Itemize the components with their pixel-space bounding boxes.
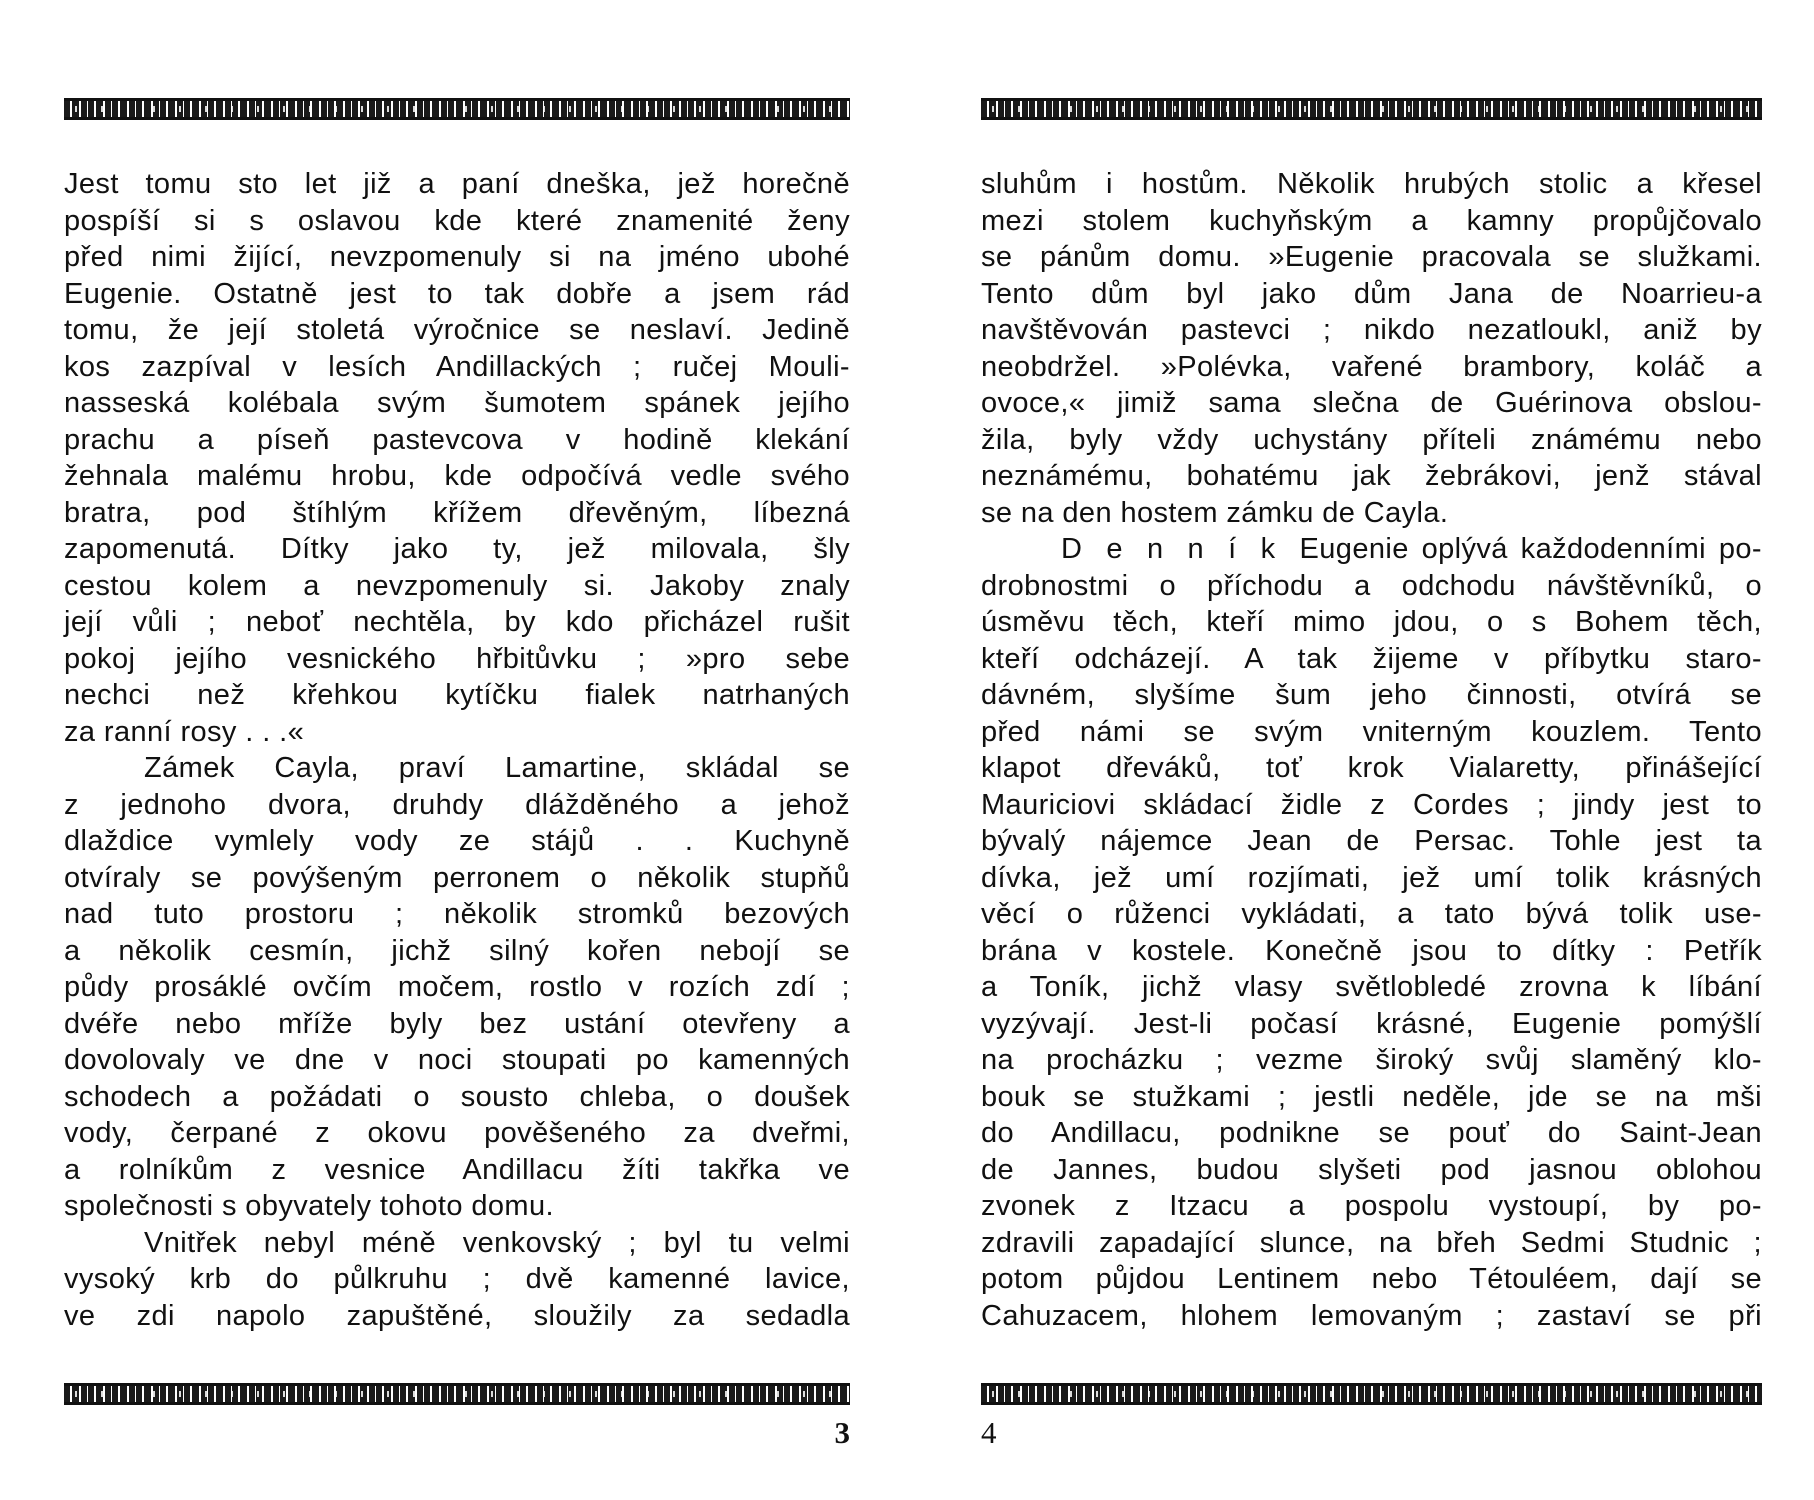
text-line: dávném, slyšíme šum jeho činnosti, otvírá se	[981, 679, 1762, 711]
text-line: brána v kostele. Konečně jsou to dítky : Petřík	[981, 934, 1762, 967]
ornament-border-bottom	[64, 1383, 850, 1405]
left-page	[64, 0, 850, 1500]
text-line: půdy prosáklé ovčím močem, rostlo v rozích zdí ;	[64, 971, 850, 1003]
text-line: žehnala malému hrobu, kde odpočívá vedle svého	[64, 460, 850, 492]
text-line: dovolovaly ve dne v noci stoupati po kamenných	[64, 1044, 850, 1076]
text-line: neobdržel. »Polévka, vařené brambory, koláč a	[981, 350, 1762, 383]
text-line: bouk se stužkami ; jestli neděle, jde se na mši	[981, 1080, 1762, 1113]
text-line: Zámek Cayla, praví Lamartine, skládal se	[144, 752, 850, 784]
text-line: cestou kolem a nevzpomenuly si. Jakoby znaly	[64, 569, 850, 602]
text-line: Mauriciovi skládací židle z Cordes ; jindy jest to	[981, 788, 1762, 821]
text-line: ve zdi napolo zapuštěné, sloužily za sedadla	[64, 1299, 850, 1332]
text-line: před nimi žijící, nevzpomenuly si na jméno ubohé	[64, 241, 850, 273]
text-line: sluhům i hostům. Několik hrubých stolic a křesel	[981, 168, 1762, 200]
text-line: klapot dřeváků, toť krok Vialaretty, přinášející	[981, 752, 1762, 784]
page-number: 4	[981, 1415, 997, 1450]
page-number: 3	[834, 1415, 850, 1450]
text-line: mezi stolem kuchyňským a kamny propůjčovalo	[981, 204, 1762, 237]
text-line: vody, čerpané z okovu pověšeného za dveřmi,	[64, 1117, 850, 1149]
text-line: dlaždice vymlely vody ze stájů . . Kuchyně	[64, 825, 850, 857]
text-line: bývalý nájemce Jean de Persac. Tohle jest ta	[981, 825, 1762, 857]
text-line: nad tuto prostoru ; několik stromků bezových	[64, 898, 850, 930]
text-line: tomu, že její stoletá výročnice se neslaví. Jedině	[64, 314, 850, 346]
text-line: žila, byly vždy uchystány příteli známému nebo	[981, 423, 1762, 456]
right-page	[981, 0, 1762, 1500]
text-line: pokoj jejího vesnického hřbitůvku ; »pro sebe	[64, 642, 850, 675]
text-line: a několik cesmín, jichž silný kořen nebojí se	[64, 934, 850, 967]
text-line: zdravili zapadající slunce, na břeh Sedmi Studnic ;	[981, 1226, 1762, 1259]
text-line: prachu a píseň pastevcova v hodině klekání	[64, 423, 850, 456]
text-line: před námi se svým vniterným kouzlem. Tento	[981, 715, 1762, 748]
text-line: zapomenutá. Dítky jako ty, jež milovala, šly	[64, 533, 850, 565]
text-line: se pánům domu. »Eugenie pracovala se služkami.	[981, 241, 1762, 273]
text-line: de Jannes, budou slyšeti pod jasnou oblohou	[981, 1153, 1762, 1186]
right-page-text	[981, 166, 1762, 1334]
text-line: schodech a požádati o sousto chleba, o doušek	[64, 1080, 850, 1113]
text-line: Tento dům byl jako dům Jana de Noarrieu-a	[981, 277, 1762, 310]
text-line: Jest tomu sto let již a paní dneška, jež horečně	[64, 168, 850, 200]
text-line: kos zazpíval v lesích Andillackých ; ručej Mouli-	[64, 350, 850, 383]
text-line: D e n n í k Eugenie oplývá každodenními po-	[1061, 533, 1762, 565]
text-line: pospíší si s oslavou kde které znamenité ženy	[64, 204, 850, 237]
text-line: nechci než křehkou kytíčku fialek natrhaných	[64, 679, 850, 711]
text-line: navštěvován pastevci ; nikdo nezatloukl, aniž by	[981, 314, 1762, 346]
text-line: její vůli ; neboť nechtěla, by kdo přicházel rušit	[64, 606, 850, 638]
ornament-border-top	[64, 98, 850, 120]
text-line: dívka, jež umí rozjímati, jež umí tolik krásných	[981, 861, 1762, 894]
text-line: otvíraly se povýšeným perronem o několik stupňů	[64, 861, 850, 894]
text-line: a Toník, jichž vlasy světlobledé zrovna k líbání	[981, 971, 1762, 1003]
text-line: drobnostmi o příchodu a odchodu návštěvníků, o	[981, 569, 1762, 602]
text-line: kteří odcházejí. A tak žijeme v příbytku staro-	[981, 642, 1762, 675]
text-line: ovoce,« jimiž sama slečna de Guérinova obslou-	[981, 387, 1762, 419]
text-line: na procházku ; vezme široký svůj slaměný klo-	[981, 1044, 1762, 1076]
text-line: dvéře nebo mříže byly bez ustání otevřeny a	[64, 1007, 850, 1040]
text-line: Vnitřek nebyl méně venkovský ; byl tu velmi	[144, 1226, 850, 1259]
text-line: zvonek z Itzacu a pospolu vystoupí, by po-	[981, 1190, 1762, 1222]
text-line: bratra, pod štíhlým křížem dřevěným, líbezná	[64, 496, 850, 529]
ornament-border-top	[981, 98, 1762, 120]
text-line: vyzývají. Jest-li počasí krásné, Eugenie pomýšlí	[981, 1007, 1762, 1040]
text-line: neznámému, bohatému jak žebrákovi, jenž stával	[981, 460, 1762, 492]
text-line: věcí o růženci vykládati, a tato bývá tolik use-	[981, 898, 1762, 930]
text-line: vysoký krb do půlkruhu ; dvě kamenné lavice,	[64, 1263, 850, 1295]
ornament-border-bottom	[981, 1383, 1762, 1405]
text-line: Cahuzacem, hlohem lemovaným ; zastaví se při	[981, 1299, 1762, 1332]
text-line: za ranní rosy . . .«	[64, 715, 305, 748]
text-line: a rolníkům z vesnice Andillacu žíti takřka ve	[64, 1153, 850, 1186]
spaced-word: D e n n í k	[1061, 533, 1300, 565]
text-line: se na den hostem zámku de Cayla.	[981, 496, 1449, 529]
text-line: do Andillacu, podnikne se pouť do Saint-Jean	[981, 1117, 1762, 1149]
text-line: Eugenie. Ostatně jest to tak dobře a jsem rád	[64, 277, 850, 310]
text-line: nasseská kolébala svým šumotem spánek jejího	[64, 387, 850, 419]
text-line: z jednoho dvora, druhdy dlážděného a jehož	[64, 788, 850, 821]
text-line: potom půjdou Lentinem nebo Tétouléem, dají se	[981, 1263, 1762, 1295]
text-line: úsměvu těch, kteří mimo jdou, o s Bohem těch,	[981, 606, 1762, 638]
text-line: společnosti s obyvately tohoto domu.	[64, 1190, 554, 1222]
left-page-text	[64, 166, 850, 1334]
